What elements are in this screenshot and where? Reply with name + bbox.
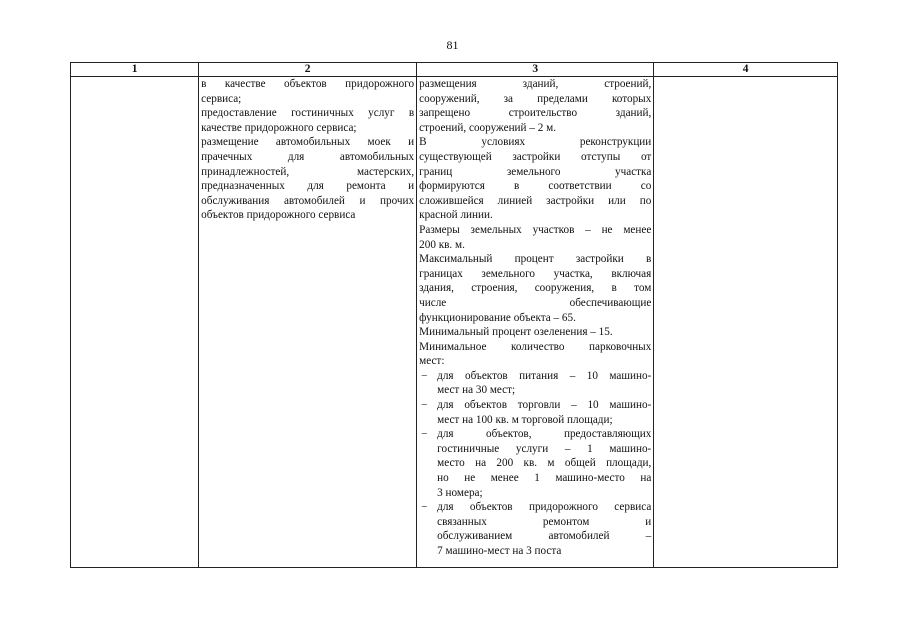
cell-col1	[71, 77, 199, 568]
text-line: обслуживания автомобилей и прочих	[201, 194, 415, 207]
text-line: красной линии.	[419, 209, 493, 222]
text-line: принадлежностей, мастерских,	[201, 165, 415, 178]
text-line: Минимальное количество парковочных	[419, 340, 652, 353]
text-line: для объектов, предоставляющих	[437, 428, 652, 441]
regulations-table	[70, 62, 838, 568]
text-line: 3 номера;	[437, 486, 483, 499]
text-line: 7 машино-мест на 3 поста	[437, 545, 562, 557]
bullet-item	[419, 398, 651, 427]
text-line: предназначенных для ремонта и	[201, 180, 415, 193]
text-line: но не менее 1 машино-место на	[437, 472, 652, 485]
text-line: размещение автомобильных моек и	[201, 136, 415, 149]
text-line: предоставление гостиничных услуг в	[201, 107, 415, 120]
text-line: строений, сооружений – 2 м.	[419, 121, 556, 134]
bullet-text	[437, 369, 651, 398]
text-line: функционирование объекта – 65.	[419, 311, 576, 324]
text-line: связанных ремонтом и	[437, 515, 652, 528]
bullet-text	[437, 500, 651, 558]
page-number: 81	[446, 38, 459, 52]
text-line: сооружений, за пределами которых	[419, 92, 652, 105]
text-line: запрещено строительство зданий,	[419, 107, 652, 120]
dash-bullet-icon: −	[421, 369, 428, 382]
text-line: для объектов придорожного сервиса	[437, 501, 652, 514]
text-line: мест на 100 кв. м торговой площади;	[437, 413, 613, 426]
bullet-text	[437, 427, 651, 500]
text-line: формируются в соответствии со	[419, 180, 652, 193]
dash-bullet-icon: −	[421, 399, 428, 412]
column-header-3: 3	[417, 63, 654, 77]
dash-bullet-icon: −	[421, 501, 428, 514]
cell-col3	[417, 77, 654, 568]
bullet-item	[419, 369, 651, 398]
bullet-item	[419, 427, 651, 500]
text-line: сложившейся линией застройки или по	[419, 194, 652, 207]
text-line: мест:	[419, 355, 445, 368]
text-line: существующей застройки отступы от	[419, 150, 652, 163]
cell-col4	[654, 77, 838, 568]
text-line: 200 кв. м.	[419, 238, 465, 251]
text-line: для объектов питания – 10 машино-	[437, 369, 652, 382]
text-line: объектов придорожного сервиса	[201, 209, 356, 222]
dash-bullet-icon: −	[421, 428, 428, 441]
text-line: гостиничные услуги – 1 машино-	[437, 442, 652, 455]
table-header-row	[71, 63, 838, 77]
bullet-text	[437, 398, 651, 427]
text-line: В условиях реконструкции	[419, 136, 652, 149]
text-line: Размеры земельных участков – не менее	[419, 223, 652, 236]
text-line: здания, строения, сооружения, в том	[419, 282, 652, 295]
table-row	[71, 77, 838, 568]
text-line: мест на 30 мест;	[437, 384, 516, 397]
text-line: числе обеспечивающие	[419, 296, 652, 309]
text-line: границах земельного участка, включая	[419, 267, 652, 280]
text-line: для объектов торговли – 10 машино-	[437, 399, 652, 412]
cell-col2	[199, 77, 417, 568]
column-header-2: 2	[199, 63, 417, 77]
text-line: Максимальный процент застройки в	[419, 253, 652, 266]
column-header-1: 1	[71, 63, 199, 77]
column-header-4: 4	[654, 63, 838, 77]
text-line: размещения зданий, строений,	[419, 78, 652, 90]
text-line: сервиса;	[201, 92, 242, 105]
bullet-item	[419, 500, 651, 558]
text-line: место на 200 кв. м общей площади,	[437, 457, 652, 470]
text-line: обслуживанием автомобилей –	[437, 530, 652, 543]
text-line: границ земельного участка	[419, 165, 652, 178]
text-line: Минимальный процент озеленения – 15.	[419, 326, 613, 339]
text-line: прачечных для автомобильных	[201, 150, 415, 163]
text-line: качестве придорожного сервиса;	[201, 121, 357, 134]
text-line: в качестве объектов придорожного	[201, 78, 415, 90]
